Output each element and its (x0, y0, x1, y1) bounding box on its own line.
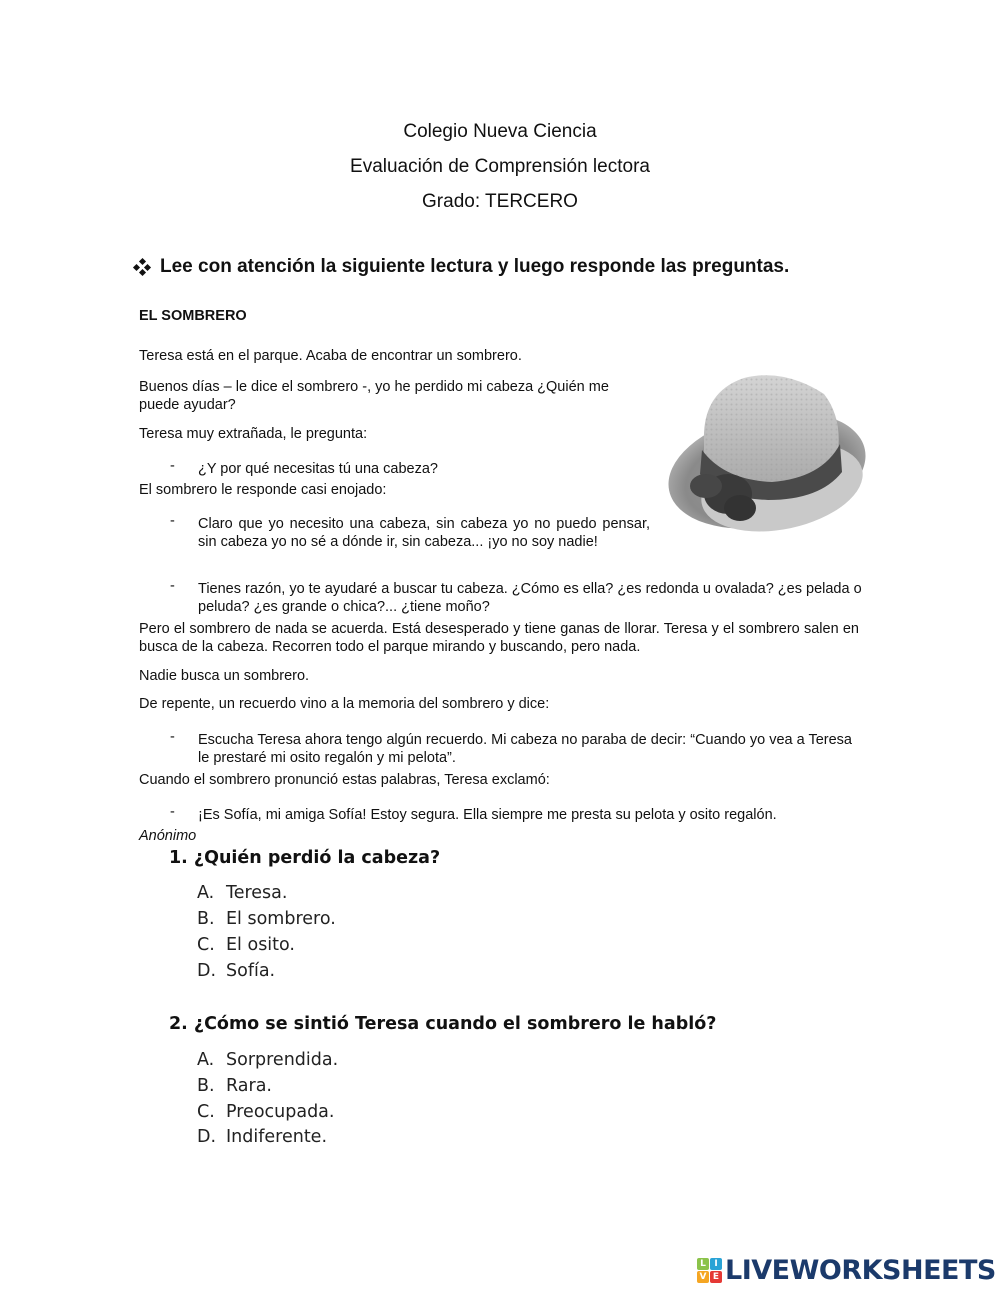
four-diamond-bullet-icon (134, 259, 150, 275)
logo-text: LIVEWORKSHEETS (725, 1254, 996, 1286)
dialogue-line: Tienes razón, yo te ayudaré a buscar tu cabeza. ¿Cómo es ella? ¿es redonda u ovalada? ¿es pelada o peluda? ¿es grande o chica?... ¿tiene moño? (198, 581, 862, 615)
story-paragraph: Pero el sombrero de nada se acuerda. Está desesperado y tiene ganas de llorar. Teresa y el sombrero salen en busca de la cabeza. Recorren todo el parque mirando y buscando, pero nada. (139, 621, 859, 655)
evaluation-title: Evaluación de Comprensión lectora (350, 156, 650, 177)
answer-option[interactable]: C. Preocupada. (197, 1102, 335, 1122)
dialogue-dash: - (170, 578, 175, 594)
live-blocks-icon: L I V E (697, 1258, 722, 1283)
question-1: 1. ¿Quién perdió la cabeza? (169, 848, 441, 868)
story-author: Anónimo (139, 828, 197, 844)
story-title: EL SOMBRERO (139, 308, 247, 324)
dialogue-dash: - (170, 729, 175, 745)
story-paragraph: El sombrero le responde casi enojado: (139, 482, 387, 498)
answer-option[interactable]: A. Teresa. (197, 883, 288, 903)
dialogue-dash: - (170, 458, 175, 474)
story-paragraph: Buenos días – le dice el sombrero -, yo he perdido mi cabeza ¿Quién me puede ayudar? (139, 379, 609, 413)
school-name: Colegio Nueva Ciencia (403, 121, 597, 142)
dialogue-line: Claro que yo necesito una cabeza, sin cabeza yo no puedo pensar, sin cabeza yo no sé a dónde ir, sin cabeza... ¡yo no soy nadie! (198, 516, 650, 550)
story-paragraph: De repente, un recuerdo vino a la memoria del sombrero y dice: (139, 696, 550, 712)
answer-option[interactable]: B. Rara. (197, 1076, 272, 1096)
dialogue-dash: - (170, 804, 175, 820)
dialogue-line: ¡Es Sofía, mi amiga Sofía! Estoy segura. Ella siempre me presta su pelota y osito regalón. (198, 807, 777, 823)
dialogue-line: Escucha Teresa ahora tengo algún recuerdo. Mi cabeza no paraba de decir: “Cuando yo vea a Teresa le prestaré mi osito regalón y mi pelota”. (198, 732, 852, 766)
grade-label: Grado: TERCERO (422, 191, 578, 212)
dialogue-line: ¿Y por qué necesitas tú una cabeza? (198, 461, 438, 477)
instruction-text: Lee con atención la siguiente lectura y luego responde las preguntas. (160, 256, 790, 277)
story-paragraph: Teresa está en el parque. Acaba de encontrar un sombrero. (139, 348, 522, 364)
answer-option[interactable]: B. El sombrero. (197, 909, 336, 929)
answer-option[interactable]: D. Indiferente. (197, 1127, 328, 1147)
instruction (134, 256, 789, 278)
story-paragraph: Nadie busca un sombrero. (139, 668, 310, 684)
question-2: 2. ¿Cómo se sintió Teresa cuando el sombrero le habló? (169, 1014, 717, 1034)
answer-option[interactable]: C. El osito. (197, 935, 295, 955)
hat-image (664, 372, 870, 540)
answer-option[interactable]: D. Sofía. (197, 961, 276, 981)
answer-option[interactable]: A. Sorprendida. (197, 1050, 339, 1070)
story-paragraph: Cuando el sombrero pronunció estas palabras, Teresa exclamó: (139, 772, 550, 788)
dialogue-dash: - (170, 513, 175, 529)
story-paragraph: Teresa muy extrañada, le pregunta: (139, 426, 368, 442)
liveworksheets-logo[interactable] (697, 1256, 996, 1284)
